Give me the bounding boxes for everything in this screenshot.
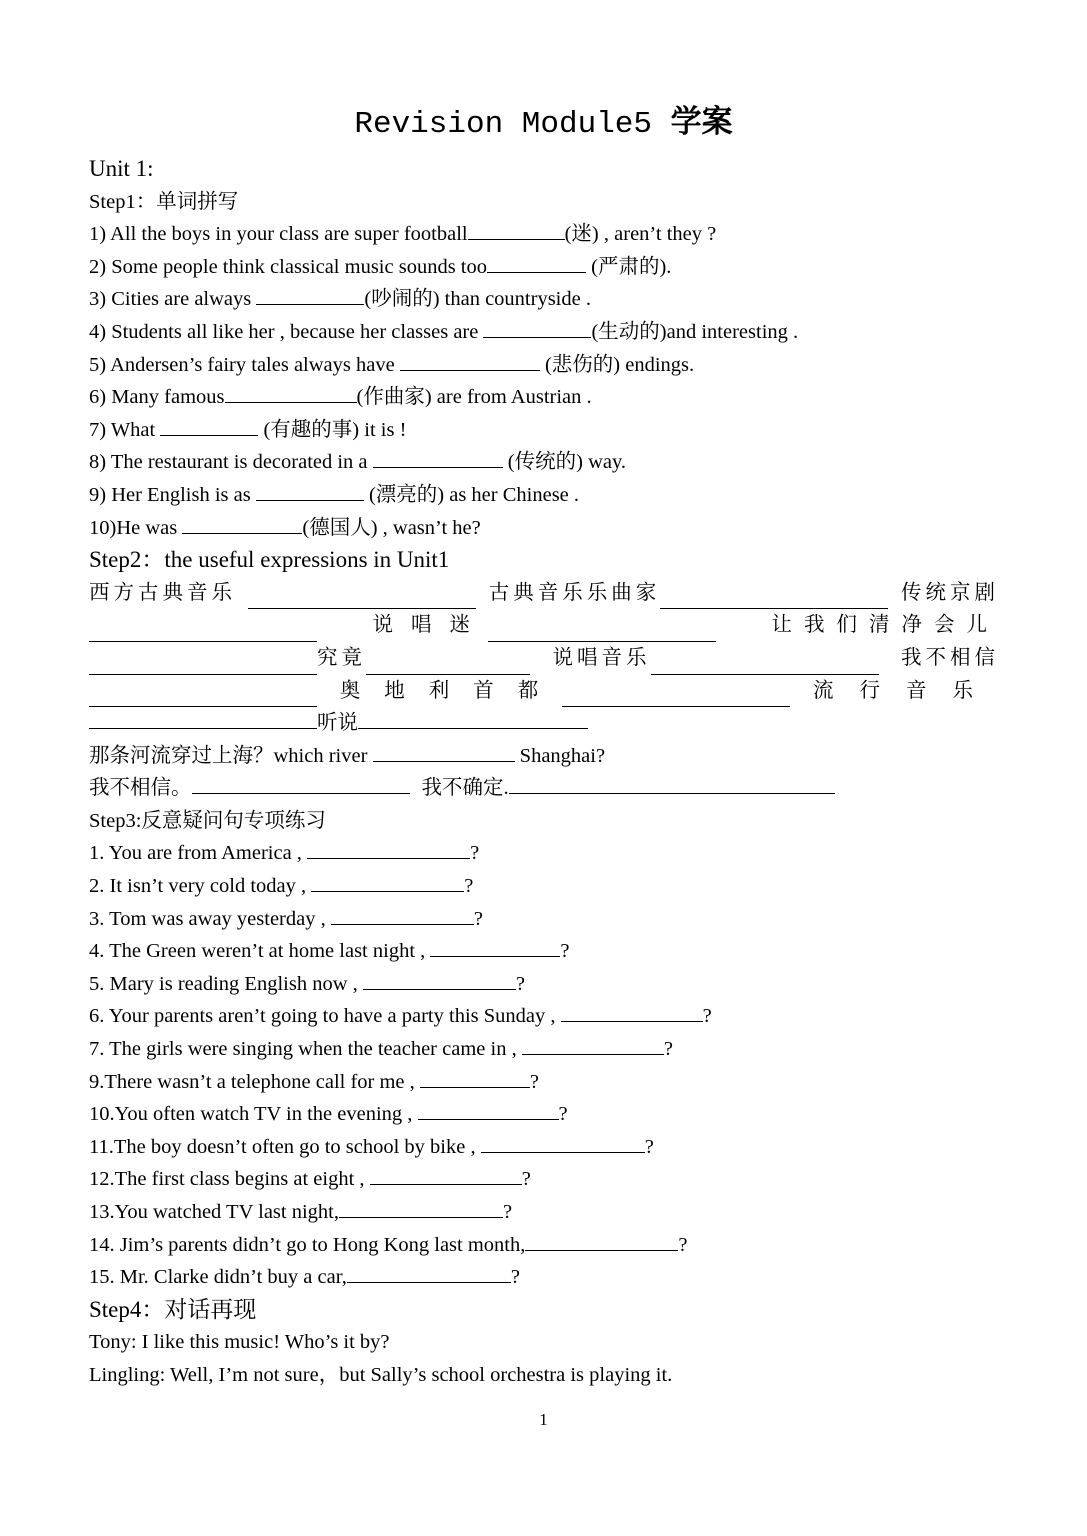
answer-blank[interactable] (311, 871, 464, 892)
answer-blank[interactable] (363, 969, 516, 990)
expression-label: 我不相信 (901, 646, 999, 669)
expression-label: 古典音乐乐曲家 (488, 581, 661, 604)
step1-item: 4) Students all like her , because her classes are (生动的)and interesting . (89, 316, 999, 349)
answer-blank[interactable] (89, 621, 317, 642)
expression-label: 究竟 (317, 646, 366, 669)
answer-blank[interactable] (256, 284, 364, 305)
step3-item: 4. The Green weren’t at home last night , ? (89, 935, 999, 968)
step3-item: 15. Mr. Clarke didn’t buy a car, ? (89, 1261, 999, 1294)
answer-blank[interactable] (192, 773, 410, 794)
step1-item: 6) Many famous (作曲家) are from Austrian . (89, 381, 999, 414)
step2-heading: Step2：the useful expressions in Unit1 (89, 547, 450, 573)
expression-label: 传统京剧 (901, 581, 999, 604)
step3-item: 9.There wasn’t a telephone call for me , ? (89, 1066, 999, 1099)
expression-label: 我不相信。 (89, 777, 192, 800)
answer-blank[interactable] (89, 686, 317, 707)
answer-blank[interactable] (522, 1034, 664, 1055)
answer-blank[interactable] (561, 1001, 703, 1022)
step1-item: 1) All the boys in your class are super football (迷) , aren’t they ? (89, 218, 999, 251)
expression-label: 说唱音乐 (552, 646, 651, 669)
answer-blank[interactable] (89, 654, 317, 675)
answer-blank[interactable] (488, 621, 716, 642)
answer-blank[interactable] (509, 773, 835, 794)
page-title (0, 100, 1087, 147)
expression-row (89, 577, 999, 610)
answer-blank[interactable] (487, 252, 586, 273)
answer-blank[interactable] (468, 219, 565, 240)
river-question: 那条河流穿过上海？which river Shanghai? (89, 740, 999, 773)
answer-blank[interactable] (481, 1132, 645, 1153)
answer-blank[interactable] (418, 1099, 559, 1120)
page-number: 1 (539, 1410, 548, 1429)
expression-row (89, 609, 999, 642)
step3-item: 13.You watched TV last night, ? (89, 1196, 999, 1229)
step3-item: 2. It isn’t very cold today , ? (89, 870, 999, 903)
expression-label: 西方古典音乐 (89, 581, 236, 604)
answer-blank[interactable] (525, 1230, 678, 1251)
step1-item: 8) The restaurant is decorated in a (传统的) way. (89, 446, 999, 479)
answer-blank[interactable] (483, 317, 591, 338)
step4-heading: Step4：对话再现 (89, 1296, 257, 1322)
step3-item: 6. Your parents aren’t going to have a party this Sunday , ? (89, 1000, 999, 1033)
step1-heading: Step1：单词拼写 (89, 190, 239, 213)
answer-blank[interactable] (347, 1262, 511, 1283)
step3-item: 14. Jim’s parents didn’t go to Hong Kong last month, ? (89, 1229, 999, 1262)
answer-blank[interactable] (339, 1197, 503, 1218)
answer-blank[interactable] (248, 588, 476, 609)
answer-blank[interactable] (373, 741, 515, 762)
step3-heading: Step3:反意疑问句专项练习 (89, 809, 326, 832)
expression-label: 我不确定. (421, 777, 509, 800)
step1-item: 7) What (有趣的事) it is ! (89, 414, 999, 447)
step3-item: 3. Tom was away yesterday , ? (89, 903, 999, 936)
step1-item: 3) Cities are always (吵闹的) than countryside . (89, 283, 999, 316)
answer-blank[interactable] (430, 936, 560, 957)
answer-blank[interactable] (182, 513, 302, 534)
answer-blank[interactable] (89, 708, 317, 729)
answer-blank[interactable] (358, 708, 588, 729)
title-text: Revision Module5 (354, 107, 653, 142)
step1-item: 10)He was (德国人) , wasn’t he? (89, 512, 999, 545)
answer-blank[interactable] (420, 1067, 530, 1088)
unit-heading: Unit 1: (89, 156, 154, 181)
expression-row (89, 675, 999, 708)
answer-blank[interactable] (307, 838, 470, 859)
step3-item: 12.The first class begins at eight , ? (89, 1163, 999, 1196)
expression-row (89, 642, 999, 675)
answer-blank[interactable] (400, 350, 540, 371)
step3-item: 1. You are from America , ? (89, 837, 999, 870)
step1-item: 9) Her English is as (漂亮的) as her Chinese . (89, 479, 999, 512)
answer-blank[interactable] (331, 904, 474, 925)
expression-label: 奥地利首都 (339, 679, 563, 702)
answer-blank[interactable] (366, 654, 530, 675)
expression-label: 听说 (317, 712, 358, 735)
answer-blank[interactable] (160, 415, 258, 436)
worksheet-content (89, 153, 999, 1392)
expression-label: 流行音乐 (813, 679, 999, 702)
dialogue-line: Lingling: Well, I’m not sure，but Sally’s school orchestra is playing it. (89, 1363, 673, 1386)
step1-item: 5) Andersen’s fairy tales always have (悲伤的) endings. (89, 349, 999, 382)
sentence-row (89, 772, 999, 805)
answer-blank[interactable] (373, 447, 503, 468)
expression-row (89, 707, 999, 740)
answer-blank[interactable] (562, 686, 790, 707)
title-cn: 学案 (670, 104, 733, 140)
step3-item: 11.The boy doesn’t often go to school by bike , ? (89, 1131, 999, 1164)
expression-label: 说唱迷 (372, 614, 488, 637)
answer-blank[interactable] (660, 588, 888, 609)
expression-label: 让我们清净会儿 (771, 614, 999, 637)
step3-item: 5. Mary is reading English now , ? (89, 968, 999, 1001)
answer-blank[interactable] (370, 1164, 522, 1185)
answer-blank[interactable] (225, 382, 357, 403)
answer-blank[interactable] (651, 654, 879, 675)
step1-item: 2) Some people think classical music sounds too (严肃的). (89, 251, 999, 284)
dialogue-line: Tony: I like this music! Who’s it by? (89, 1331, 390, 1354)
step3-item: 7. The girls were singing when the teacher came in , ? (89, 1033, 999, 1066)
answer-blank[interactable] (256, 480, 364, 501)
step3-item: 10.You often watch TV in the evening , ? (89, 1098, 999, 1131)
